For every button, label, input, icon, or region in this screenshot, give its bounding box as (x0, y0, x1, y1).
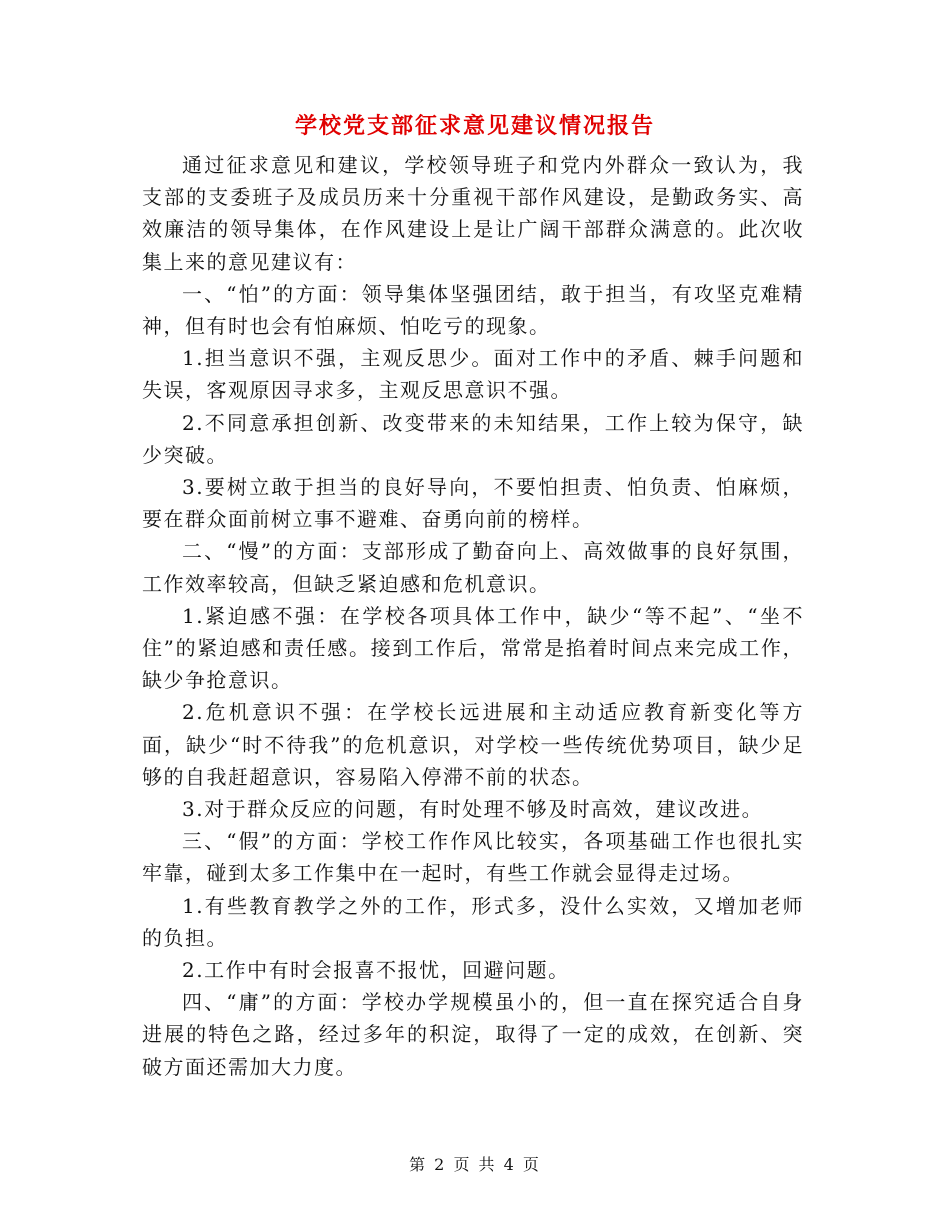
paragraph-section-1-item-2: 2.不同意承担创新、改变带来的未知结果，工作上较为保守，缺少突破。 (142, 410, 804, 467)
paragraph-intro: 通过征求意见和建议，学校领导班子和党内外群众一致认为，我支部的支委班子及成员历来十分重视干部作风建设，是勤政务实、高效廉洁的领导集体，在作风建设上是让广阔干部群众满意的。此次收集上来的意见建议有： (142, 153, 804, 274)
paragraph-section-3-item-1: 1.有些教育教学之外的工作，形式多，没什么实效，又增加老师的负担。 (142, 893, 804, 950)
paragraph-section-2-item-2: 2.危机意识不强：在学校长远进展和主动适应教育新变化等方面，缺少“时不待我”的危机意识，对学校一些传统优势项目，缺少足够的自我赶超意识，容易陷入停滞不前的状态。 (142, 700, 804, 789)
paragraph-section-3-item-2: 2.工作中有时会报喜不报忧，回避问题。 (182, 958, 570, 983)
paragraph-section-2-item-1: 1.紧迫感不强：在学校各项具体工作中，缺少“等不起”、“坐不住”的紧迫感和责任感。接到工作后，常常是掐着时间点来完成工作，缺少争抢意识。 (142, 603, 804, 693)
paragraph-section-2-item-3: 3.对于群众反应的问题，有时处理不够及时高效，建议改进。 (182, 797, 764, 822)
document-body (142, 149, 804, 1083)
paragraph-section-3-heading: 三、“假”的方面：学校工作作风比较实，各项基础工作也很扎实牢靠，碰到太多工作集中在一起时，有些工作就会显得走过场。 (142, 829, 804, 886)
document-title: 学校党支部征求意见建议情况报告 (294, 114, 655, 139)
paragraph-section-1-item-1: 1.担当意识不强，主观反思少。面对工作中的矛盾、棘手问题和失误，客观原因寻求多，主观反思意识不强。 (142, 346, 804, 403)
paragraph-section-1-item-3: 3.要树立敢于担当的良好导向，不要怕担责、怕负责、怕麻烦，要在群众面前树立事不避难、奋勇向前的榜样。 (142, 475, 804, 532)
page-number-footer: 第 2 页 共 4 页 (409, 1155, 541, 1174)
paragraph-section-1-heading: 一、“怕”的方面：领导集体坚强团结，敢于担当，有攻坚克难精神，但有时也会有怕麻烦、怕吃亏的现象。 (142, 281, 804, 339)
paragraph-section-4-heading: 四、“庸”的方面：学校办学规模虽小的，但一直在探究适合自身进展的特色之路，经过多年的积淀，取得了一定的成效，在创新、突破方面还需加大力度。 (142, 990, 804, 1079)
paragraph-section-2-heading: 二、“慢”的方面：支部形成了勤奋向上、高效做事的良好氛围，工作效率较高，但缺乏紧迫感和危机意识。 (142, 539, 804, 596)
